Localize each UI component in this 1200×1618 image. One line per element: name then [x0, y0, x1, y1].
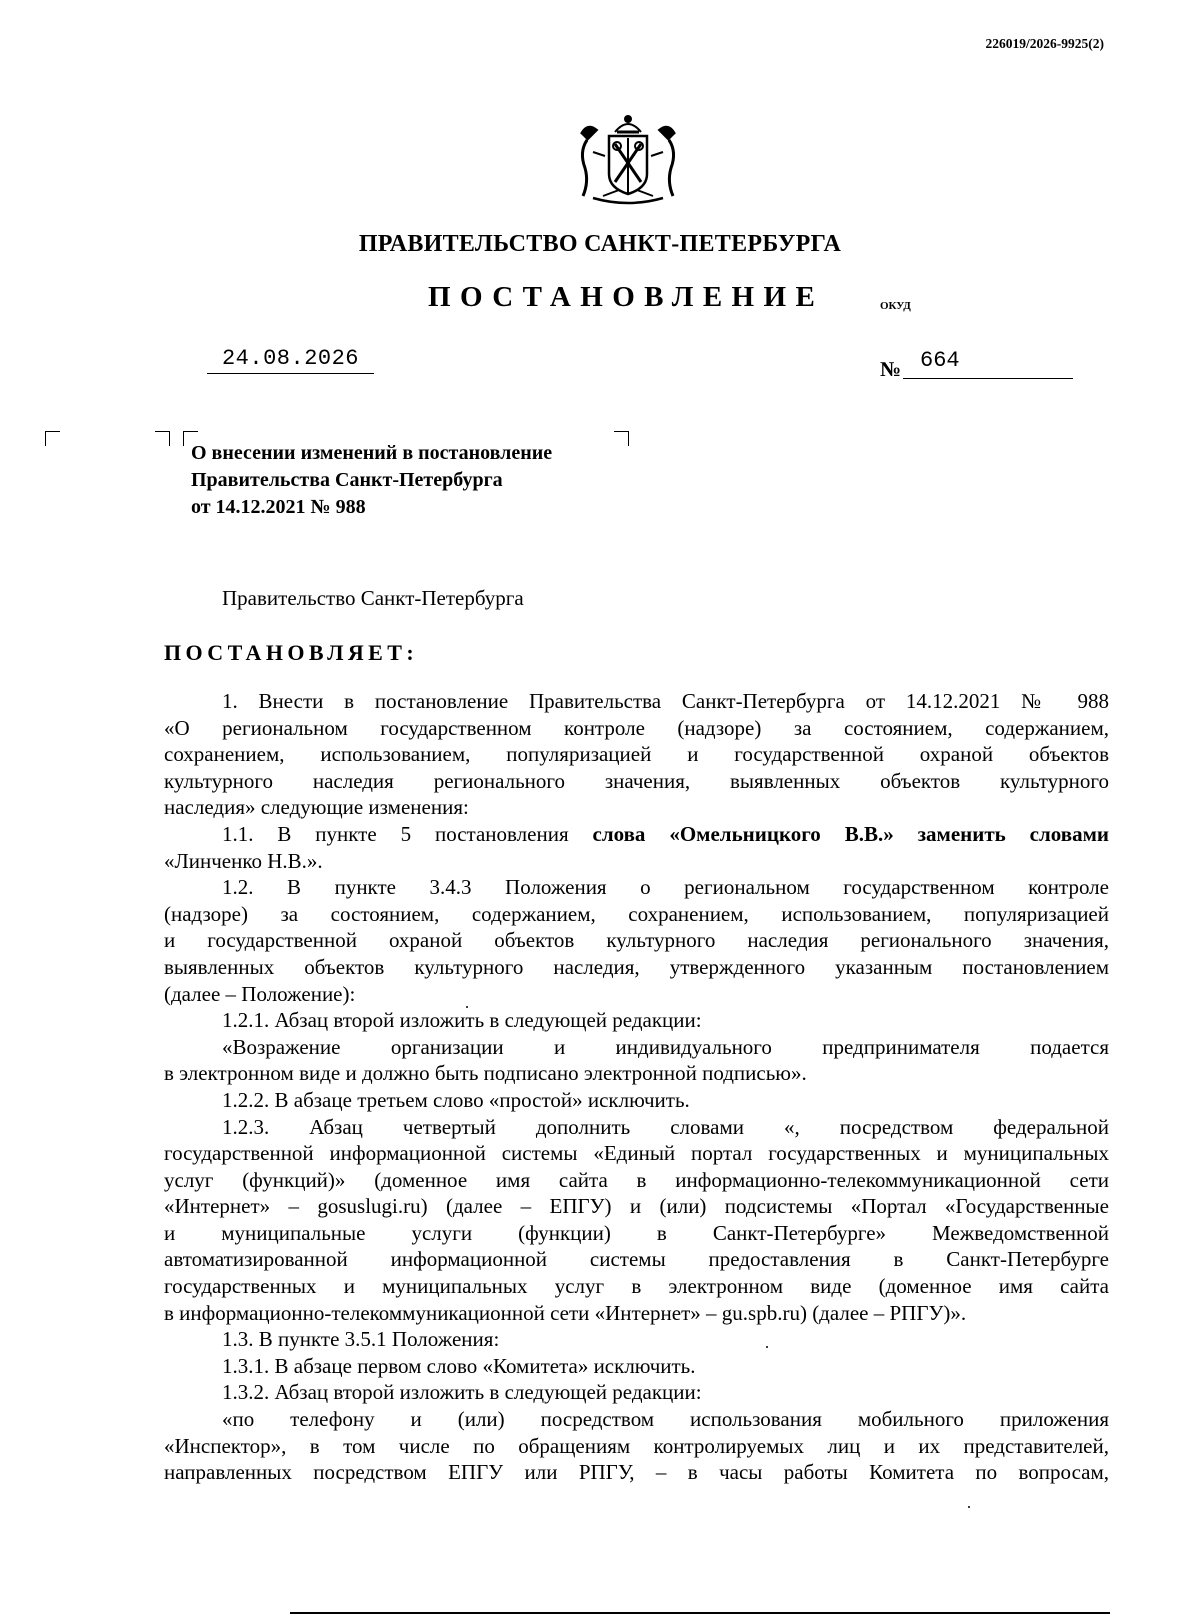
body-text: 1.1. В пункте 5 постановления [222, 821, 593, 846]
body-line: сохранением, использованием, популяризацией и государственной охраной объектов [164, 742, 1109, 767]
scan-bottom-edge [290, 1612, 1110, 1614]
body-line: выявленных объектов культурного наследия, утвержденного указанным постановлением [164, 954, 1109, 979]
body-line: 1.3.2. Абзац второй изложить в следующей редакции: [222, 1380, 702, 1405]
body-line: 1.2.1. Абзац второй изложить в следующей редакции: [222, 1008, 702, 1033]
scan-speck [466, 1006, 468, 1008]
body-line: «Инспектор», в том числе по обращениям контролируемых лиц и их представителей, [164, 1433, 1109, 1458]
scan-speck [766, 1346, 768, 1348]
body-line: «Интернет» – gosuslugi.ru) (далее – ЕПГУ) и (или) подсистемы «Портал «Государственные [164, 1194, 1109, 1219]
resolution-subject [191, 440, 552, 521]
subject-line: Правительства Санкт-Петербурга [191, 469, 503, 491]
body-line: и государственной охраной объектов культурного наследия регионального значения, [164, 928, 1109, 953]
decrees-heading: ПОСТАНОВЛЯЕТ: [164, 640, 419, 665]
body-line: 1. Внести в постановление Правительства Санкт-Петербурга от 14.12.2021 № 988 [222, 689, 1109, 713]
body-line: культурного наследия регионального значения, выявленных объектов культурного [164, 768, 1109, 793]
body-line: в электронном виде и должно быть подписано электронной подписью». [164, 1061, 807, 1086]
body-line: 1.2.3. Абзац четвертый дополнить словами «, посредством федеральной [222, 1114, 1109, 1139]
body-line: автоматизированной информационной системы предоставления в Санкт-Петербурге [164, 1247, 1109, 1272]
body-line: наследия» следующие изменения: [164, 795, 469, 820]
subject-line: О внесении изменений в постановление [191, 442, 553, 464]
body-line: в информационно-телекоммуникационной сети «Интернет» – gu.spb.ru) (далее – РПГУ)». [164, 1300, 967, 1325]
body-line: «О региональном государственном контроле (надзоре) за состоянием, содержанием, [164, 715, 1109, 740]
body-line: услуг (функций)» (доменное имя сайта в информационно-телекоммуникационной сети [164, 1167, 1109, 1192]
body-bold-text: слова «Омельницкого В.В.» заменить словами [592, 821, 1109, 846]
body-line: государственных и муниципальных услуг в электронном виде (доменное имя сайта [164, 1274, 1109, 1299]
body-line: (надзоре) за состоянием, содержанием, сохранением, использованием, популяризацией [164, 901, 1109, 926]
corner-mark-left [45, 431, 60, 446]
body-line: государственной информационной системы «Единый портал государственных и муниципальных [164, 1141, 1109, 1166]
subject-line: от 14.12.2021 № 988 [191, 496, 366, 518]
coat-of-arms-emblem [573, 112, 683, 210]
number-underline [903, 378, 1073, 379]
corner-mark-left-end [155, 431, 170, 446]
body-line: и муниципальные услуги (функции) в Санкт-Петербурге» Межведомственной [164, 1220, 1109, 1245]
resolution-title: ПОСТАНОВЛЕНИЕ [428, 281, 825, 313]
body-line: 1.2. В пункте 3.4.3 Положения о региональном государственном контроле [222, 875, 1109, 900]
body-line: 1.3.1. В абзаце первом слово «Комитета» исключить. [222, 1353, 696, 1378]
body-line: 1.3. В пункте 3.5.1 Положения: [222, 1327, 500, 1352]
number-sign: № [880, 357, 902, 381]
government-title: ПРАВИТЕЛЬСТВО САНКТ-ПЕТЕРБУРГА [358, 231, 842, 257]
body-line: (далее – Положение): [164, 981, 356, 1006]
okud-label: ОКУД [880, 300, 911, 312]
resolution-number: 664 [920, 348, 960, 373]
body-line: 1.2.2. В абзаце третьем слово «простой» исключить. [222, 1087, 690, 1112]
body-line: «по телефону и (или) посредством использования мобильного приложения [222, 1407, 1109, 1432]
scan-speck [968, 1506, 970, 1508]
body-line: направленных посредством ЕПГУ или РПГУ, – в часы работы Комитета по вопросам, [164, 1460, 1109, 1485]
document-body [164, 688, 1109, 1486]
corner-mark-subject-end [614, 431, 629, 446]
issuer: Правительство Санкт-Петербурга [222, 586, 524, 610]
document-registration-number: 226019/2026-9925(2) [985, 36, 1104, 51]
body-line: «Возражение организации и индивидуального предпринимателя подается [222, 1034, 1109, 1059]
body-line: «Линченко Н.В.». [164, 848, 323, 873]
body-line [164, 821, 1109, 848]
resolution-date: 24.08.2026 [207, 346, 374, 374]
